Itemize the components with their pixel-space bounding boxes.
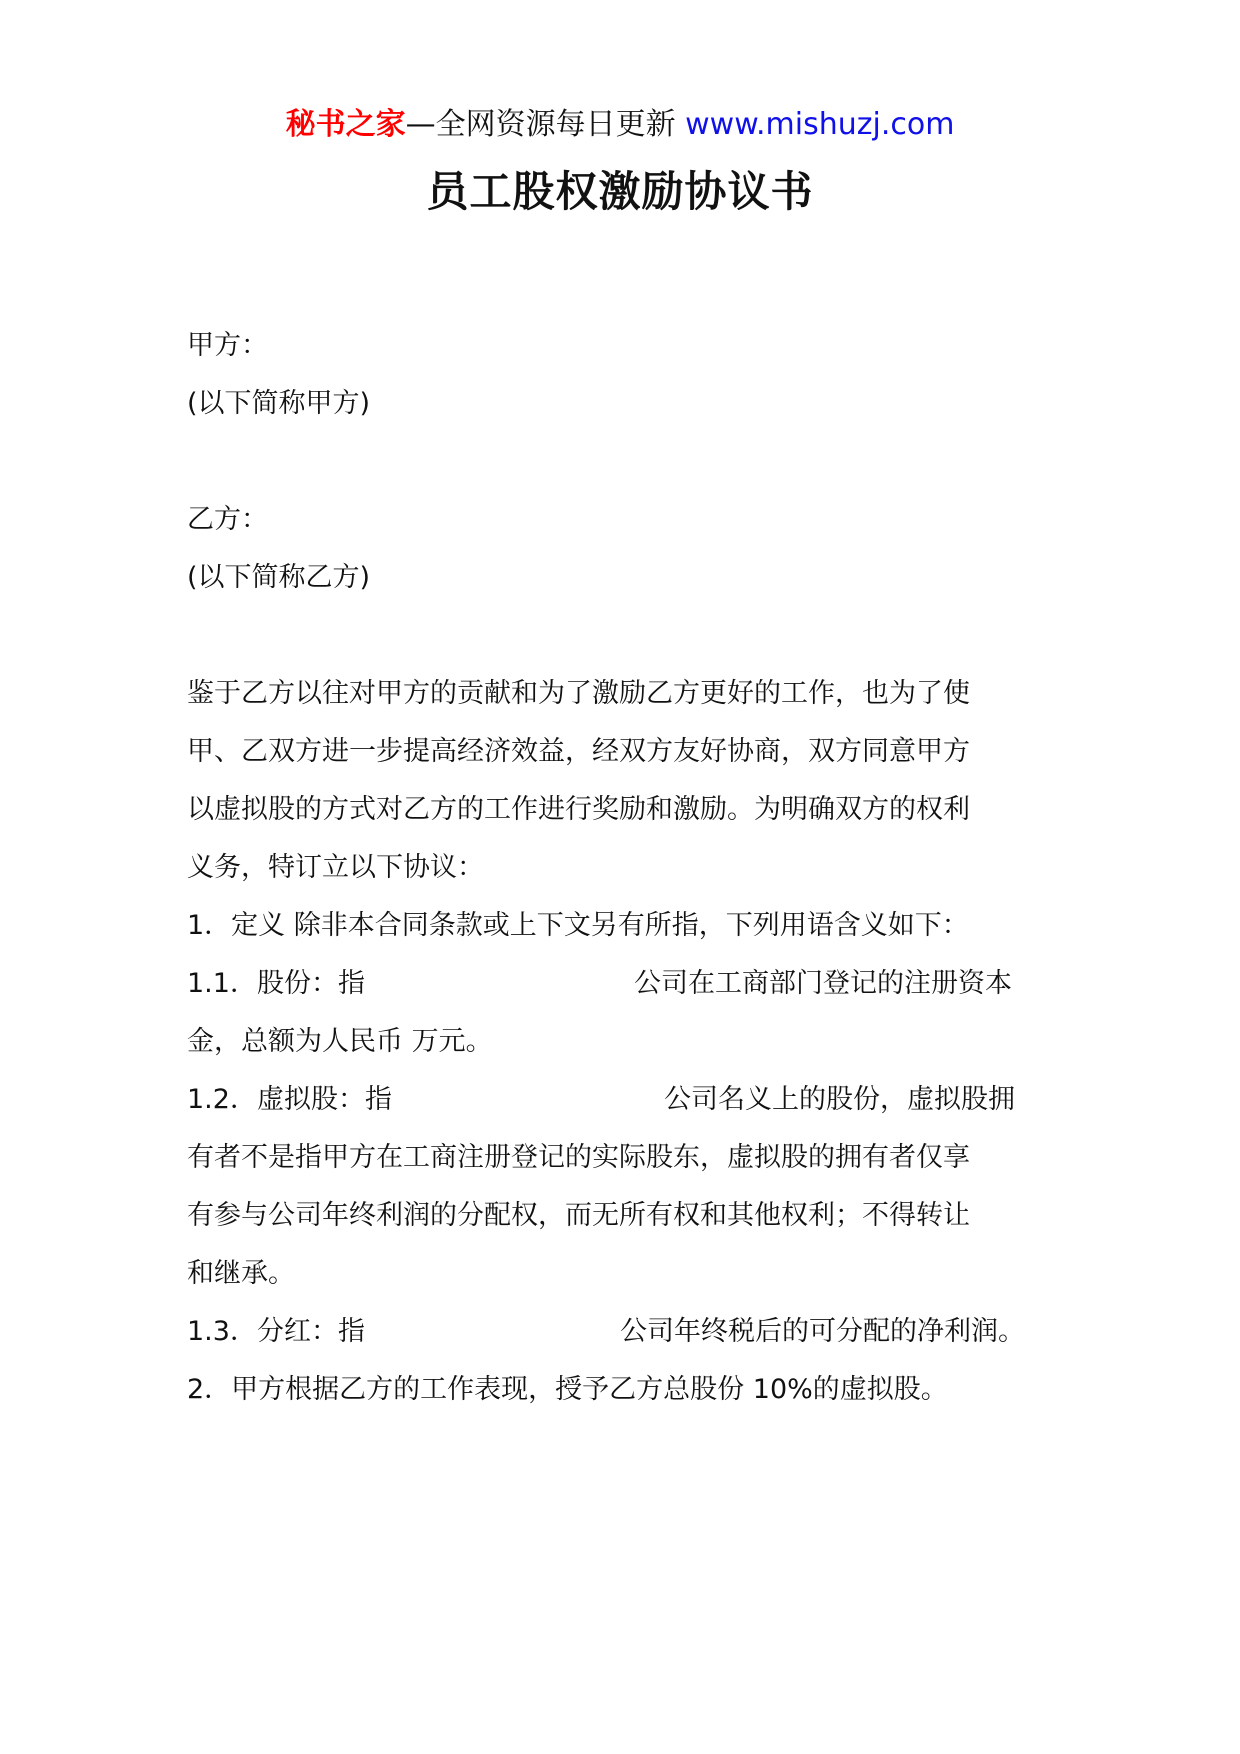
clause-1-2-label: 1.2．虚拟股：指 (187, 1084, 392, 1115)
party-a-alias: (以下简称甲方) (187, 388, 371, 419)
preamble-line: 以虚拟股的方式对乙方的工作进行奖励和激励。为明确双方的权利 (187, 794, 970, 825)
brand-name: 秘书之家 (285, 107, 406, 142)
party-b-label: 乙方： (187, 504, 268, 535)
header-tagline: —全网资源每日更新 (405, 107, 676, 142)
clause-2: 2．甲方根据乙方的工作表现，授予乙方总股份 10%的虚拟股。 (187, 1374, 948, 1405)
preamble-line: 义务，特订立以下协议： (187, 852, 484, 883)
clause-1-1-text: 公司在工商部门登记的注册资本 (634, 968, 1012, 999)
document-title: 员工股权激励协议书 (426, 167, 814, 216)
clause-1-2-text: 公司名义上的股份，虚拟股拥 (664, 1084, 1015, 1115)
clause-1-1-continued: 金，总额为人民币 万元。 (187, 1026, 493, 1057)
clause-1-2-continued: 和继承。 (187, 1258, 295, 1289)
clause-1-2-continued: 有参与公司年终利润的分配权，而无所有权和其他权利；不得转让 (187, 1200, 970, 1231)
clause-1-definitions: 1．定义 除非本合同条款或上下文另有所指，下列用语含义如下： (187, 910, 969, 941)
preamble-line: 甲、乙双方进一步提高经济效益，经双方友好协商，双方同意甲方 (187, 736, 970, 767)
site-header (0, 103, 1240, 147)
clause-1-2-continued: 有者不是指甲方在工商注册登记的实际股东，虚拟股的拥有者仅享 (187, 1142, 970, 1173)
preamble-line: 鉴于乙方以往对甲方的贡献和为了激励乙方更好的工作，也为了使 (187, 678, 970, 709)
clause-1-1-label: 1.1．股份：指 (187, 968, 365, 999)
clause-1-3-label: 1.3．分红：指 (187, 1316, 365, 1347)
party-a-label: 甲方： (187, 330, 268, 361)
party-b-alias: (以下简称乙方) (187, 562, 371, 593)
site-url[interactable]: www.mishuzj.com (685, 107, 955, 142)
clause-1-3-text: 公司年终税后的可分配的净利润。 (620, 1316, 1025, 1347)
